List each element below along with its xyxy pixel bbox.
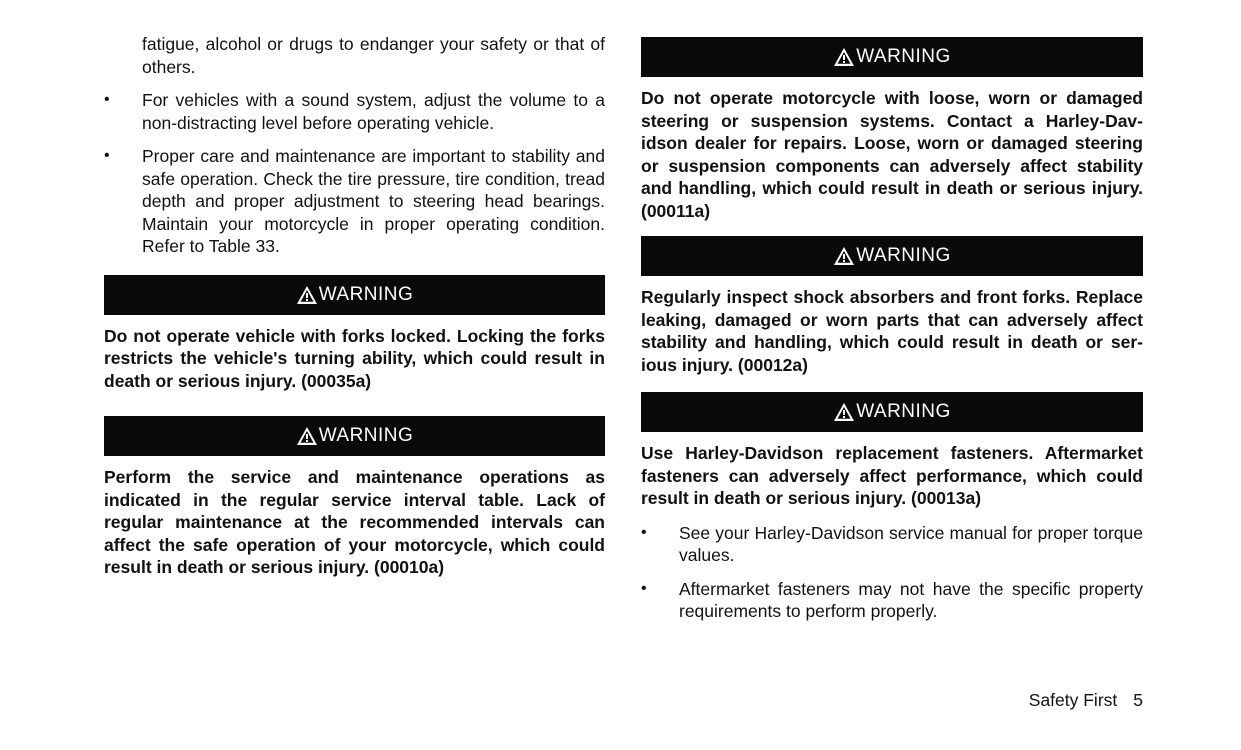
bullet-dot: • bbox=[641, 523, 647, 541]
bullet-item bbox=[641, 578, 1143, 623]
warning-text: Do not operate vehicle with forks locked. Locking the forks restricts the vehicle's turning ability, which could result in death or serious injury. (00035a) bbox=[104, 325, 605, 391]
warning-triangle-icon bbox=[833, 246, 855, 266]
bullet-dot: • bbox=[641, 579, 647, 597]
right-column bbox=[641, 0, 1143, 623]
warning-label: WARNING bbox=[856, 46, 951, 67]
bullet-item bbox=[104, 145, 605, 258]
warning-text: Do not operate motorcycle with loose, worn or damaged steering or suspension systems. Contact a Harley-Dav-idson dealer for repairs. Loose, worn or damaged steering or suspension components can adversely affect stability and handling, which could result in death or serious injury. (00011a) bbox=[641, 88, 1143, 221]
warning-banner bbox=[104, 275, 605, 315]
bullet-item bbox=[104, 89, 605, 134]
warning-banner bbox=[641, 37, 1143, 77]
warning-text: Regularly inspect shock absorbers and front forks. Replace leaking, damaged or worn parts that can adversely affect stability and handling, which could result in death or ser-ious injury. (00012a) bbox=[641, 287, 1143, 375]
warning-triangle-icon bbox=[296, 426, 318, 446]
warning-label: WARNING bbox=[856, 245, 951, 266]
warning-text: Perform the service and maintenance operations as indicated in the regular service interval table. Lack of regular maintenance at the recommended intervals can affect the safe operation of your motorcycle, which could result in death or serious injury. (00010a) bbox=[104, 467, 605, 577]
warning-banner bbox=[641, 392, 1143, 432]
warning-triangle-icon bbox=[833, 402, 855, 422]
page-number: 5 bbox=[1133, 690, 1143, 710]
bullet-text: For vehicles with a sound system, adjust the volume to a non-distracting level before operating vehicle. bbox=[142, 90, 605, 133]
bullet-dot: • bbox=[104, 147, 110, 164]
warning-triangle-icon bbox=[833, 47, 855, 67]
continued-paragraph: fatigue, alcohol or drugs to endanger your safety or that of others. bbox=[142, 34, 605, 77]
warning-banner bbox=[104, 416, 605, 456]
warning-label: WARNING bbox=[318, 425, 414, 446]
bullet-dot: • bbox=[104, 91, 110, 108]
bullet-text: Aftermarket fasteners may not have the specific property requirements to perform properly. bbox=[679, 578, 1143, 621]
warning-triangle-icon bbox=[296, 285, 318, 305]
bullet-item bbox=[641, 522, 1143, 567]
bullet-text: Proper care and maintenance are important to stability and safe operation. Check the tire pressure, tire condition, tread depth and proper adjustment to steering head bearings. Maintain your motorcycle in proper operating condition. Refer to Table 33. bbox=[142, 146, 605, 256]
warning-label: WARNING bbox=[856, 401, 951, 422]
warning-banner bbox=[641, 236, 1143, 276]
bullet-text: See your Harley-Davidson service manual for proper torque values. bbox=[679, 522, 1143, 565]
page-footer bbox=[1029, 690, 1143, 711]
warning-label: WARNING bbox=[318, 283, 414, 305]
left-column bbox=[104, 0, 605, 579]
warning-text: Use Harley-Davidson replacement fasteners. Aftermarket fasteners can adversely affect performance, which could result in death or serious injury. (00013a) bbox=[641, 443, 1143, 508]
footer-section-title: Safety First bbox=[1028, 690, 1118, 710]
